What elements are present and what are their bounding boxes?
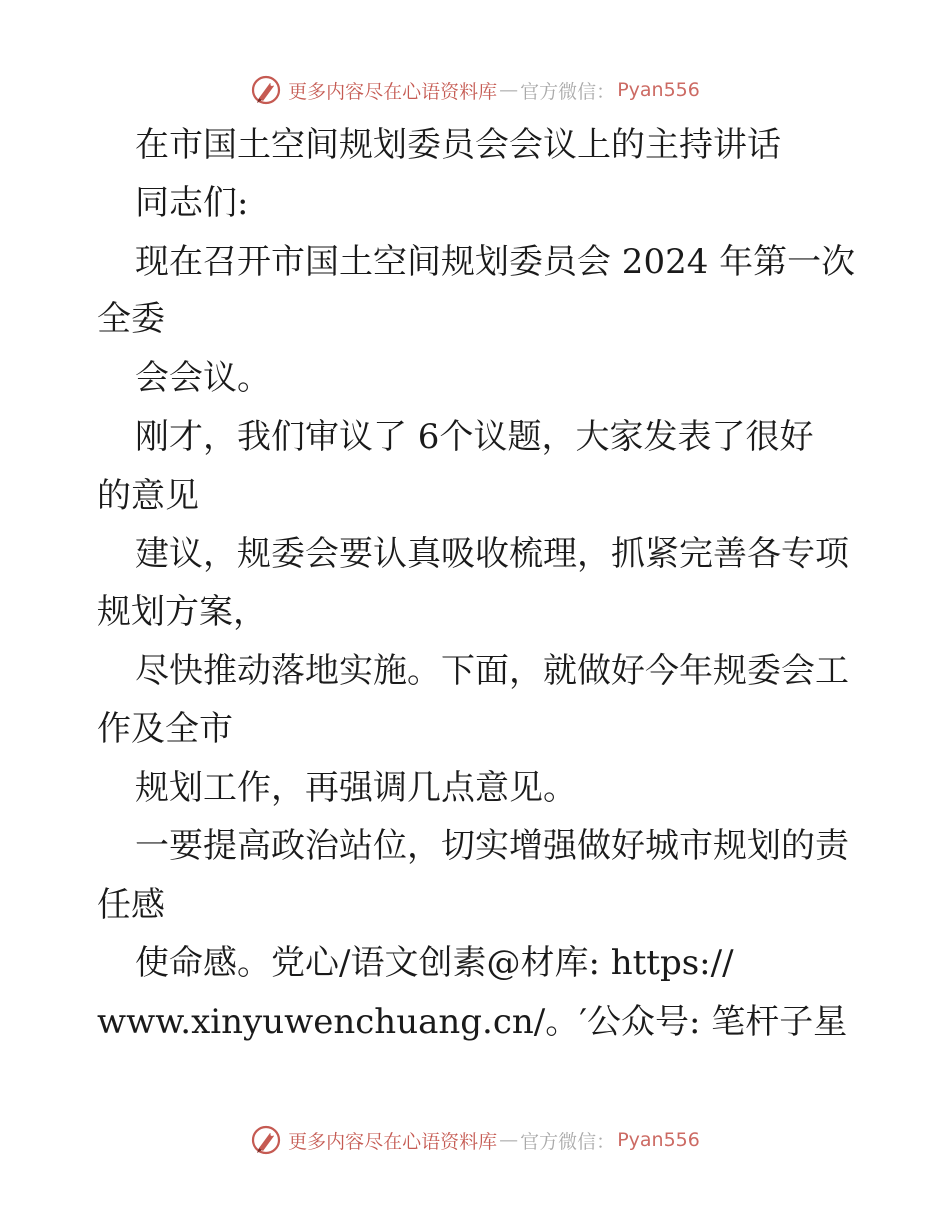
banner-dash: — [499, 79, 519, 101]
banner-brand: 更多内容尽在心语资料库 [288, 1130, 498, 1153]
pen-logo-icon [250, 74, 282, 106]
doc-line: 规划工作，再强调几点意见。 [135, 768, 577, 808]
doc-line: 刚才，我们审议了 6个议题，大家发表了很好 [135, 417, 814, 457]
doc-line: 建议，规委会要认真吸收梳理，抓紧完善各专项 [135, 534, 849, 574]
footer-banner [0, 1118, 950, 1162]
doc-line: 现在召开市国土空间规划委员会 2024 年第一次 [135, 242, 856, 282]
doc-title: 在市国土空间规划委员会会议上的主持讲话 [135, 125, 781, 165]
pen-logo-icon [250, 1124, 282, 1156]
doc-line: 使命感。党心/语文创素@材库: https:// [135, 943, 734, 983]
doc-line: 任感 [97, 885, 165, 925]
banner-wechat-label: 官方微信： [520, 1130, 616, 1153]
doc-line: www.xinyuwenchuang.cn/。′公众号: 笔杆子星 [97, 1002, 848, 1042]
doc-line: 会会议。 [135, 358, 271, 398]
doc-line: 全委 [97, 299, 165, 339]
doc-line: 作及全市 [97, 709, 233, 749]
banner-wechat-label: 官方微信： [520, 80, 616, 103]
banner-wechat-id: Pyan556 [617, 1129, 700, 1151]
doc-line: 的意见 [97, 476, 199, 516]
doc-line: 尽快推动落地实施。下面，就做好今年规委会工 [135, 651, 849, 691]
banner-wechat-id: Pyan556 [617, 79, 700, 101]
banner-brand: 更多内容尽在心语资料库 [288, 80, 498, 103]
doc-line: 规划方案， [97, 592, 267, 632]
header-banner [0, 68, 950, 112]
doc-line: 一要提高政治站位，切实增强做好城市规划的责 [135, 826, 849, 866]
banner-dash: — [499, 1129, 519, 1151]
doc-salutation: 同志们: [135, 183, 249, 223]
